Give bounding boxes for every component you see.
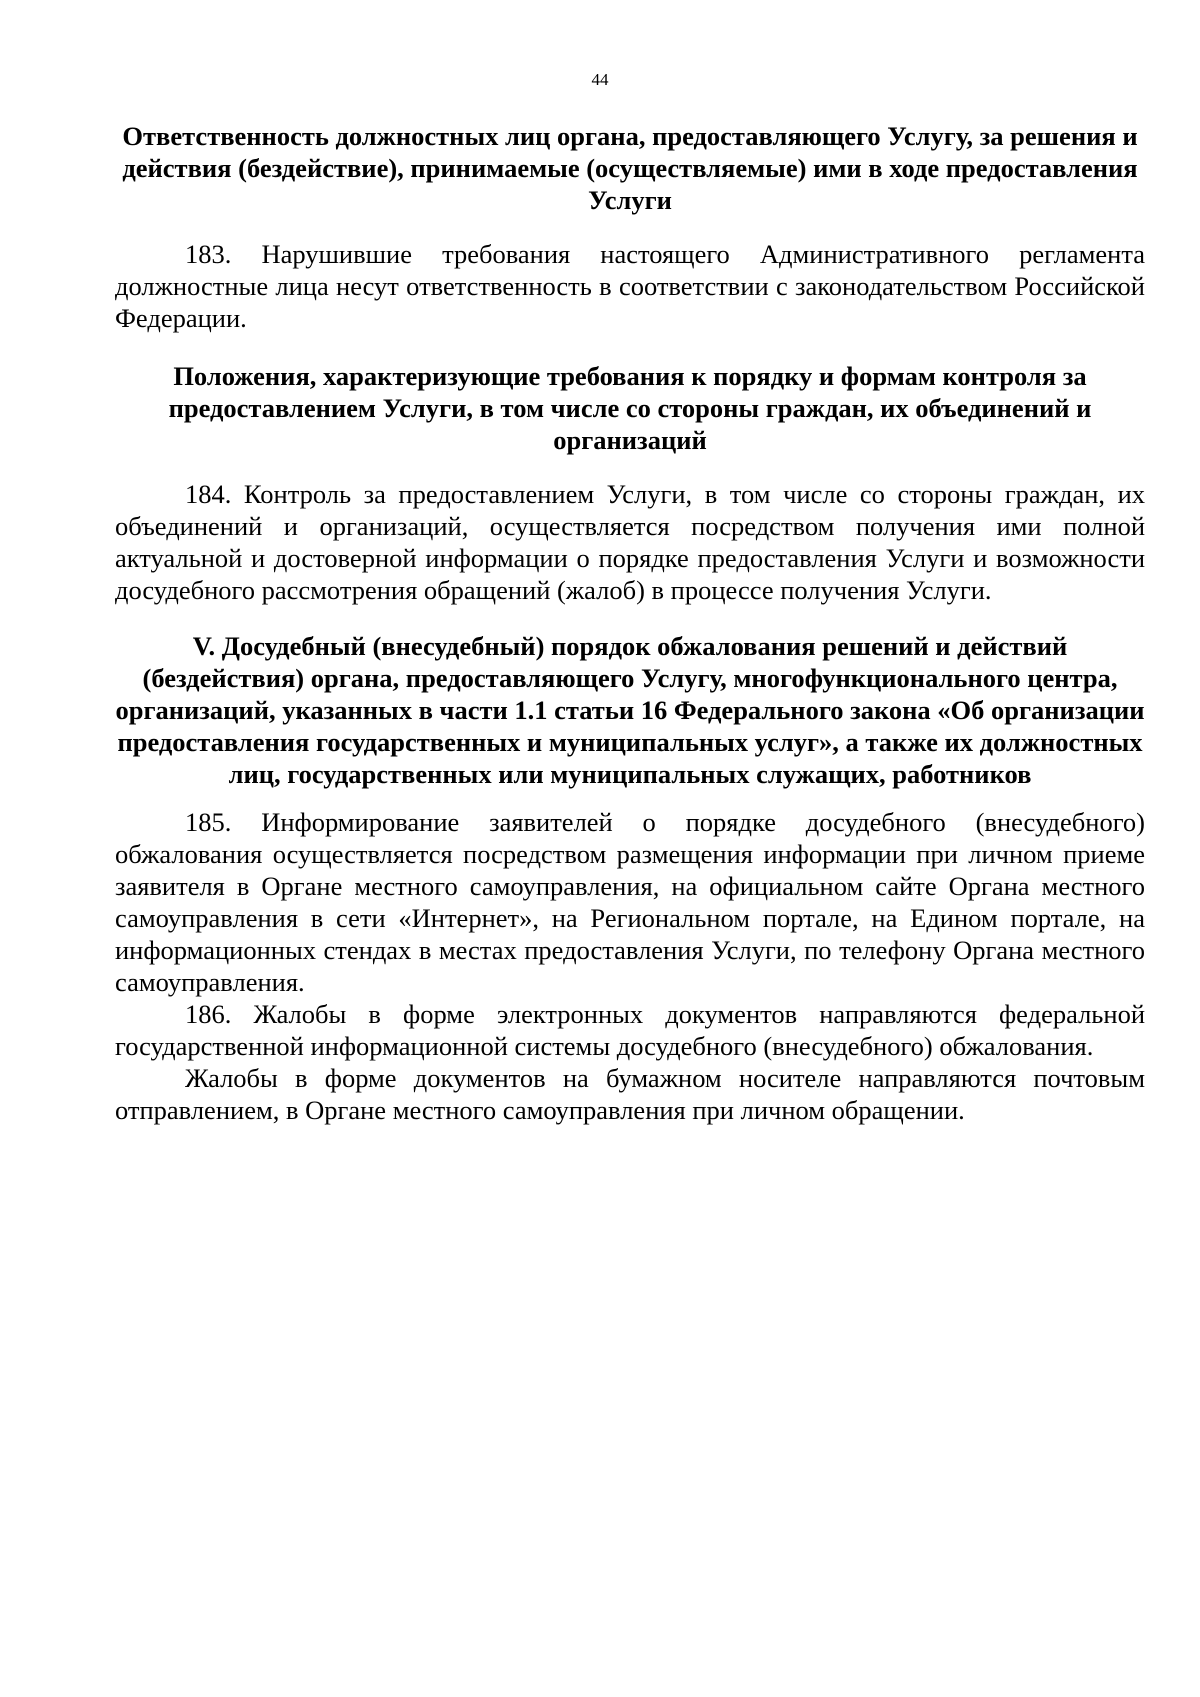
paragraph-186-continuation: Жалобы в форме документов на бумажном носителе направляются почтовым отправлением, в Органе местного самоуправления при личном обращении. [115, 1063, 1145, 1125]
paragraph-184: 184. Контроль за предоставлением Услуги, в том числе со стороны граждан, их объединений и организаций, осуществляется посредством получения ими полной актуальной и достоверной информации о порядке предоставления Услуги и возможности досудебного рассмотрения обращений (жалоб) в процессе получения Услуги. [115, 479, 1145, 605]
page-number: 44 [591, 70, 609, 89]
page-content [115, 120, 1145, 1126]
paragraph-183: 183. Нарушившие требования настоящего Административного регламента должностные лица несут ответственность в соответствии с законодательством Российской Федерации. [115, 239, 1145, 333]
paragraph-186: 186. Жалобы в форме электронных документов направляются федеральной государственной информационной системы досудебного (внесудебного) обжалования. [115, 999, 1145, 1061]
section-heading-control: Положения, характеризующие требования к порядку и формам контроля за предоставлением Услуги, в том числе со стороны граждан, их объединений и организаций [168, 361, 1092, 455]
section-heading-appeal: V. Досудебный (внесудебный) порядок обжалования решений и действий (бездействия) органа, предоставляющего Услугу, многофункционального центра, организаций, указанных в части 1.1 статьи 16 Федерального закона «Об организации предоставления государственных и муниципальных услуг», а также их должностных лиц, государственных или муниципальных служащих, работников [115, 631, 1145, 789]
section-heading-responsibility: Ответственность должностных лиц органа, предоставляющего Услугу, за решения и действия (бездействие), принимаемые (осуществляемые) ими в ходе предоставления Услуги [122, 121, 1138, 215]
paragraph-185: 185. Информирование заявителей о порядке досудебного (внесудебного) обжалования осуществляется посредством размещения информации при личном приеме заявителя в Органе местного самоуправления, на официальном сайте Органа местного самоуправления в сети «Интернет», на Региональном портале, на Едином портале, на информационных стендах в местах предоставления Услуги, по телефону Органа местного самоуправления. [115, 807, 1145, 997]
